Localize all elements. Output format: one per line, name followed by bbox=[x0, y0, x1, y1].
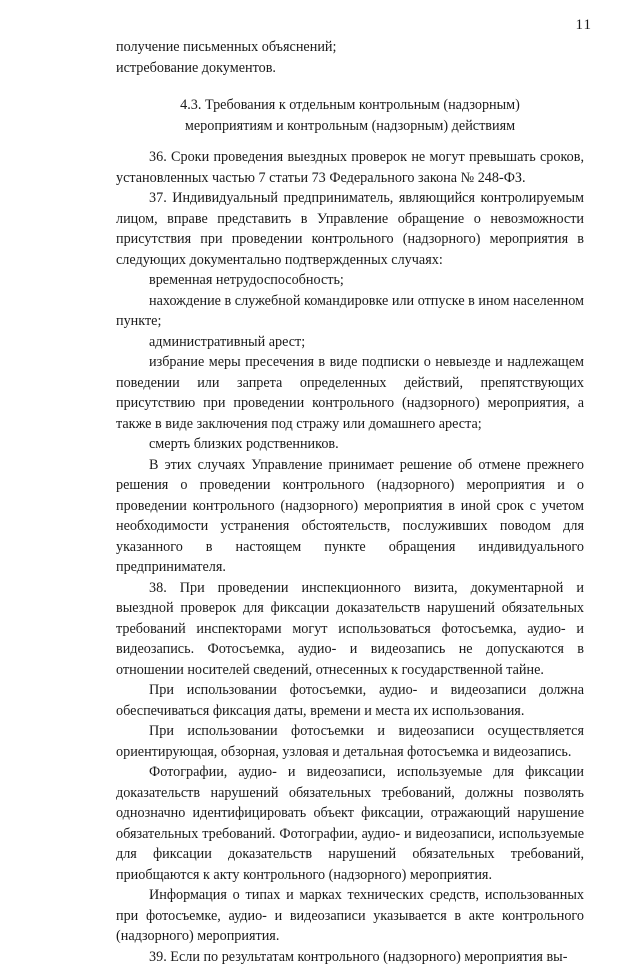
paragraph-38-photo-types: При использовании фотосъемки и видеозаписи осуществляется ориентирующая, обзорная, узловая и детальная фотосъемка и видеозапись. bbox=[116, 721, 584, 762]
section-heading bbox=[116, 95, 584, 136]
paragraph-37-item-preventive-measure: избрание меры пресечения в виде подписки о невыезде и надлежащем поведении или запрета определенных действий, препятствующих присутствию при проведении контрольного (надзорного) мероприятия, а также в виде заключения под стражу или домашнего ареста; bbox=[116, 352, 584, 434]
paragraph-36: 36. Сроки проведения выездных проверок не могут превышать сроков, установленных частью 7 статьи 73 Федерального закона № 248-ФЗ. bbox=[116, 147, 584, 188]
paragraph-38-equipment-info: Информация о типах и марках технических средств, использованных при фотосъемке, аудио- и видеозаписи указывается в акте контрольного (надзорного) мероприятия. bbox=[116, 885, 584, 947]
list-line-written-explanations: получение письменных объяснений; bbox=[116, 37, 584, 58]
paragraph-38: 38. При проведении инспекционного визита, документарной и выездной проверок для фиксации доказательств нарушений обязательных требований инспекторами могут использоваться фотосъемка, аудио- и видеозапись. Фотосъемка, аудио- и видеозапись не допускаются в отношении носителей сведений, отнесенных к государственной тайне. bbox=[116, 578, 584, 681]
paragraph-37-item-business-trip: нахождение в служебной командировке или отпуске в ином населенном пункте; bbox=[116, 291, 584, 332]
paragraph-37-item-death-of-relatives: смерть близких родственников. bbox=[116, 434, 584, 455]
paragraph-37-item-arrest: административный арест; bbox=[116, 332, 584, 353]
section-heading-line-1: 4.3. Требования к отдельным контрольным (надзорным) bbox=[116, 95, 584, 116]
document-body bbox=[116, 37, 584, 967]
section-heading-line-2: мероприятиям и контрольным (надзорным) действиям bbox=[116, 116, 584, 137]
paragraph-37-item-temporary-disability: временная нетрудоспособность; bbox=[116, 270, 584, 291]
list-line-document-request: истребование документов. bbox=[116, 58, 584, 79]
paragraph-39: 39. Если по результатам контрольного (надзорного) мероприятия вы- bbox=[116, 947, 584, 967]
page-number: 11 bbox=[576, 17, 592, 34]
paragraph-38-date-time-place: При использовании фотосъемки, аудио- и видеозаписи должна обеспечиваться фиксация даты, времени и места их использования. bbox=[116, 680, 584, 721]
paragraph-38-evidence-identification: Фотографии, аудио- и видеозаписи, используемые для фиксации доказательств нарушений обязательных требований, должны позволять однозначно идентифицировать объект фиксации, отражающий нарушение обязательных требований. Фотографии, аудио- и видеозаписи, используемые для фиксации доказательств нарушений обязательных требований, приобщаются к акту контрольного (надзорного) мероприятия. bbox=[116, 762, 584, 885]
paragraph-37: 37. Индивидуальный предприниматель, являющийся контролируемым лицом, вправе представить в Управление обращение о невозможности присутствия при проведении контрольного (надзорного) мероприятия в следующих документально подтвержденных случаях: bbox=[116, 188, 584, 270]
paragraph-37-cancellation: В этих случаях Управление принимает решение об отмене прежнего решения о проведении контрольного (надзорного) мероприятия и о проведении контрольного (надзорного) мероприятия в иной срок с учетом необходимости устранения обстоятельств, послуживших поводом для указанного в настоящем пункте обращения индивидуального предпринимателя. bbox=[116, 455, 584, 578]
